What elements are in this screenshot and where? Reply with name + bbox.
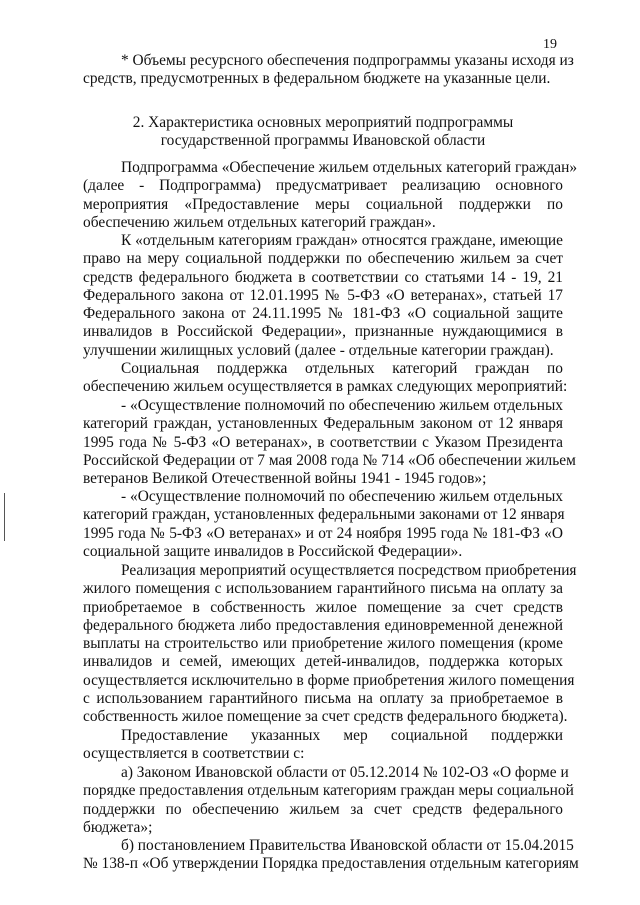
text-line: а) Законом Ивановской области от 05.12.2014 № 102-ОЗ «О форме и <box>121 764 569 781</box>
text-line: Федерального закона от 12.01.1995 № 5-ФЗ «О ветеранах», статьей 17 <box>83 286 563 304</box>
text-line: право на меру социальной поддержки по обеспечению жильем за счет <box>83 250 563 268</box>
heading-line: 2. Характеристика основных мероприятий подпрограммы <box>132 114 514 131</box>
text-line: - «Осуществление полномочий по обеспечению жильем отдельных <box>121 397 563 414</box>
list-item-measure-1 <box>83 397 576 488</box>
text-line: К «отдельным категориям граждан» относятся граждане, имеющие <box>121 232 563 249</box>
paragraph-legal-basis <box>83 727 563 764</box>
text-line: средств федерального бюджета в соответствии со статьями 14 - 19, 21 <box>83 268 563 286</box>
text-line: Предоставление указанных мер социальной поддержки <box>121 727 563 744</box>
text-line: Социальная поддержка отдельных категорий граждан по <box>121 360 563 377</box>
text-line: обеспечению жильем отдельных категорий граждан». <box>83 213 436 231</box>
heading-line: государственной программы Ивановской области <box>160 132 486 150</box>
section-heading <box>83 114 563 151</box>
list-item-resolution-b <box>83 837 579 874</box>
text-line: (далее - Подпрограмма) предусматривает реализацию основного <box>83 177 563 195</box>
text-line: осуществляется исключительно в форме приобретения жилого помещения <box>83 671 575 689</box>
text-line: порядке предоставления отдельным категориям граждан меры социальной <box>83 782 574 800</box>
text-line: инвалидов в Российской Федерации», признанные нуждающимися в <box>83 323 563 341</box>
text-line: мероприятия «Предоставление меры социальной поддержки по <box>83 195 563 213</box>
text-line: социальной защите инвалидов в Российской Федерации». <box>83 542 463 560</box>
text-line: 1995 года № 5-ФЗ «О ветеранах», в соответствии с Указом Президента <box>83 433 563 451</box>
text-line: средств, предусмотренных в федеральном бюджете на указанные цели. <box>83 70 551 88</box>
paragraph-implementation <box>83 562 577 727</box>
text-line: Федерального закона от 24.11.1995 № 181-ФЗ «О социальной защите <box>83 305 563 323</box>
text-line: Реализация мероприятий осуществляется посредством приобретения <box>121 562 577 579</box>
text-line: категорий граждан, установленных Федеральным законом от 12 января <box>83 415 563 433</box>
list-item-law-a <box>83 764 574 837</box>
text-line: б) постановлением Правительства Ивановской области от 15.04.2015 <box>121 837 574 854</box>
text-line: с использованием гарантийного письма на оплату за приобретаемое в <box>83 690 563 708</box>
text-line: федерального бюджета либо предоставления единовременной денежной <box>83 616 563 634</box>
text-line: * Объемы ресурсного обеспечения подпрограммы указаны исходя из <box>121 52 574 69</box>
text-line: № 138-п «Об утверждении Порядка предоставления отдельным категориям <box>83 855 579 873</box>
text-line: инвалидов и семей, имеющих детей-инвалидов, поддержка которых <box>83 653 563 671</box>
text-line: 1995 года № 5-ФЗ «О ветеранах» и от 24 ноября 1995 года № 181-ФЗ «О <box>83 524 563 542</box>
text-line: ветеранов Великой Отечественной войны 1941 - 1945 годов»; <box>83 470 487 488</box>
text-line: Подпрограмма «Обеспечение жильем отдельных категорий граждан» <box>121 159 578 176</box>
text-line: жилого помещения с использованием гарантийного письма на оплату за <box>83 580 563 598</box>
text-line: поддержки по обеспечению жильем за счет средств федерального <box>83 800 563 818</box>
text-line: категорий граждан, установленных федеральными законами от 12 января <box>83 506 565 524</box>
text-line: выплаты на строительство или приобретение жилого помещения (кроме <box>83 635 563 653</box>
text-line: осуществляется в соответствии с: <box>83 745 305 763</box>
text-line: улучшении жилищных условий (далее - отдельные категории граждан). <box>83 341 554 359</box>
text-line: приобретаемое в собственность жилое помещение за счет средств <box>83 598 563 616</box>
text-line: Российской Федерации от 7 мая 2008 года № 714 «Об обеспечении жильем <box>83 451 576 469</box>
text-line: бюджета»; <box>83 818 153 836</box>
footnote <box>83 52 574 89</box>
scan-margin-mark <box>4 493 5 541</box>
list-item-measure-2 <box>83 488 563 561</box>
paragraph-subprogram <box>83 159 578 232</box>
text-line: - «Осуществление полномочий по обеспечению жильем отдельных <box>121 488 563 505</box>
paragraph-categories <box>83 232 563 360</box>
text-line: обеспечению жильем осуществляется в рамках следующих мероприятий: <box>83 378 568 396</box>
text-line: собственность жилое помещение за счет средств федерального бюджета). <box>83 708 568 726</box>
paragraph-social-support <box>83 360 568 397</box>
page-number: 19 <box>543 37 557 52</box>
